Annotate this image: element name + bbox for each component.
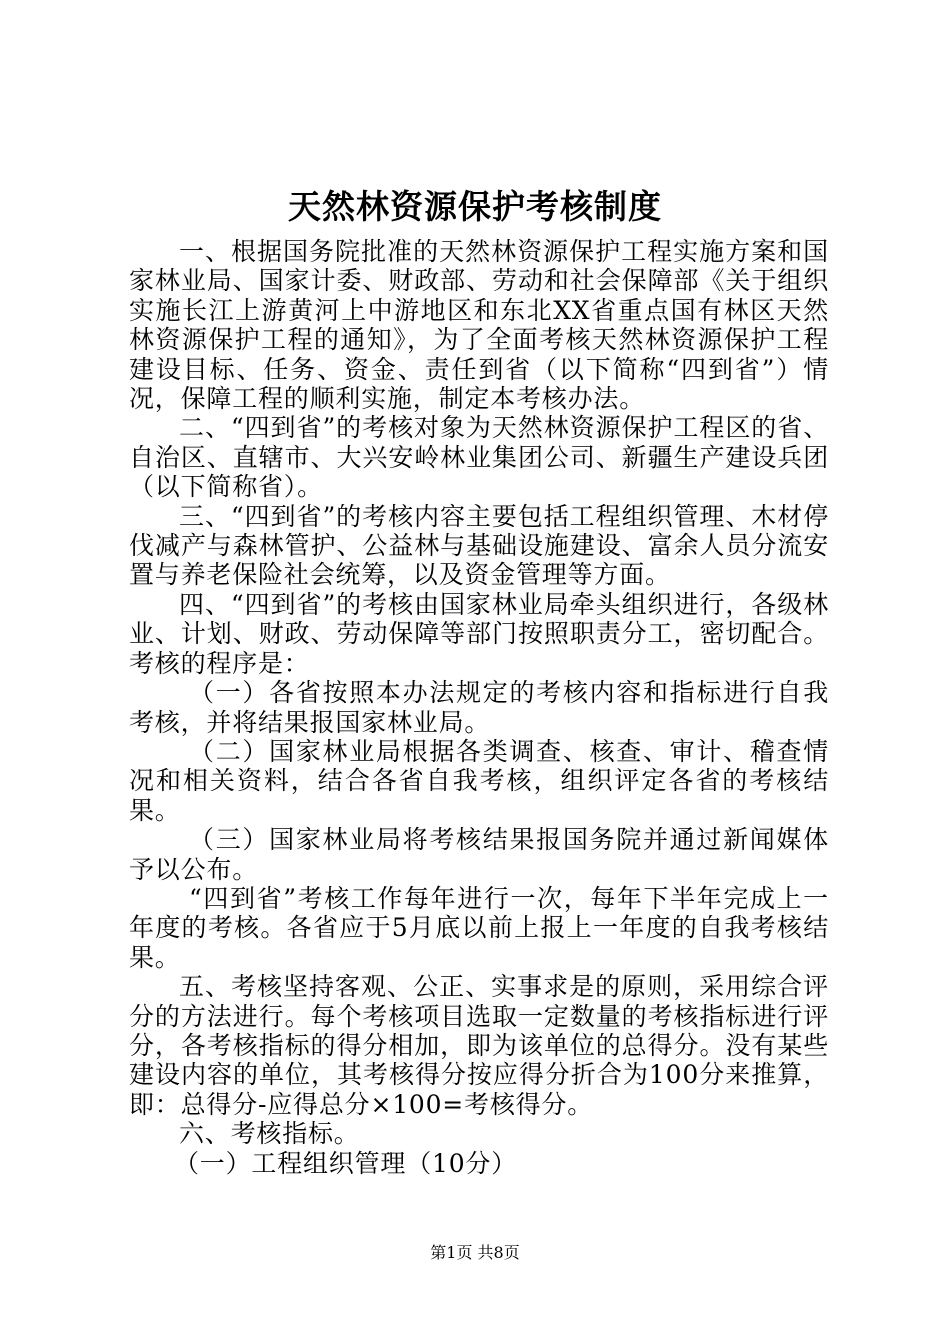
paragraph-procedure-1: （一）各省按照本办法规定的考核内容和指标进行自我考核，并将结果报国家林业局。 [129, 678, 829, 737]
document-body [129, 237, 829, 1178]
paragraph-procedure-3: （三）国家林业局将考核结果报国务院并通过新闻媒体予以公布。 [129, 825, 829, 884]
paragraph-1: 一、根据国务院批准的天然林资源保护工程实施方案和国家林业局、国家计委、财政部、劳动和社会保障部《关于组织实施长江上游黄河上中游地区和东北XX省重点国有林区天然林资源保护工程的通知》，为了全面考核天然林资源保护工程建设目标、任务、资金、责任到省（以下简称“四到省”）情况，保障工程的顺利实施，制定本考核办法。 [129, 237, 829, 414]
section-heading-1: （一）工程组织管理（10分） [174, 1148, 518, 1178]
paragraph-4: 四、“四到省”的考核由国家林业局牵头组织进行，各级林业、计划、财政、劳动保障等部门按照职责分工，密切配合。考核的程序是： [129, 589, 829, 678]
page-number: 第1页 共8页 [430, 1243, 520, 1262]
paragraph-annual-note: “四到省”考核工作每年进行一次，每年下半年完成上一年度的考核。各省应于5月底以前上报上一年度的自我考核结果。 [129, 883, 829, 972]
paragraph-6: 六、考核指标。 [179, 1119, 360, 1149]
paragraph-procedure-2: （二）国家林业局根据各类调查、核查、审计、稽查情况和相关资料，结合各省自我考核，组织评定各省的考核结果。 [129, 736, 829, 825]
document-title: 天然林资源保护考核制度 [288, 187, 662, 226]
paragraph-2: 二、“四到省”的考核对象为天然林资源保护工程区的省、自治区、直辖市、大兴安岭林业集团公司、新疆生产建设兵团（以下简称省）。 [129, 413, 829, 502]
paragraph-5: 五、考核坚持客观、公正、实事求是的原则，采用综合评分的方法进行。每个考核项目选取一定数量的考核指标进行评分，各考核指标的得分相加，即为该单位的总得分。没有某些建设内容的单位，其考核得分按应得分折合为100分来推算，即：总得分-应得总分×100=考核得分。 [129, 972, 829, 1119]
paragraph-3: 三、“四到省”的考核内容主要包括工程组织管理、木材停伐减产与森林管护、公益林与基础设施建设、富余人员分流安置与养老保险社会统筹，以及资金管理等方面。 [129, 501, 829, 590]
